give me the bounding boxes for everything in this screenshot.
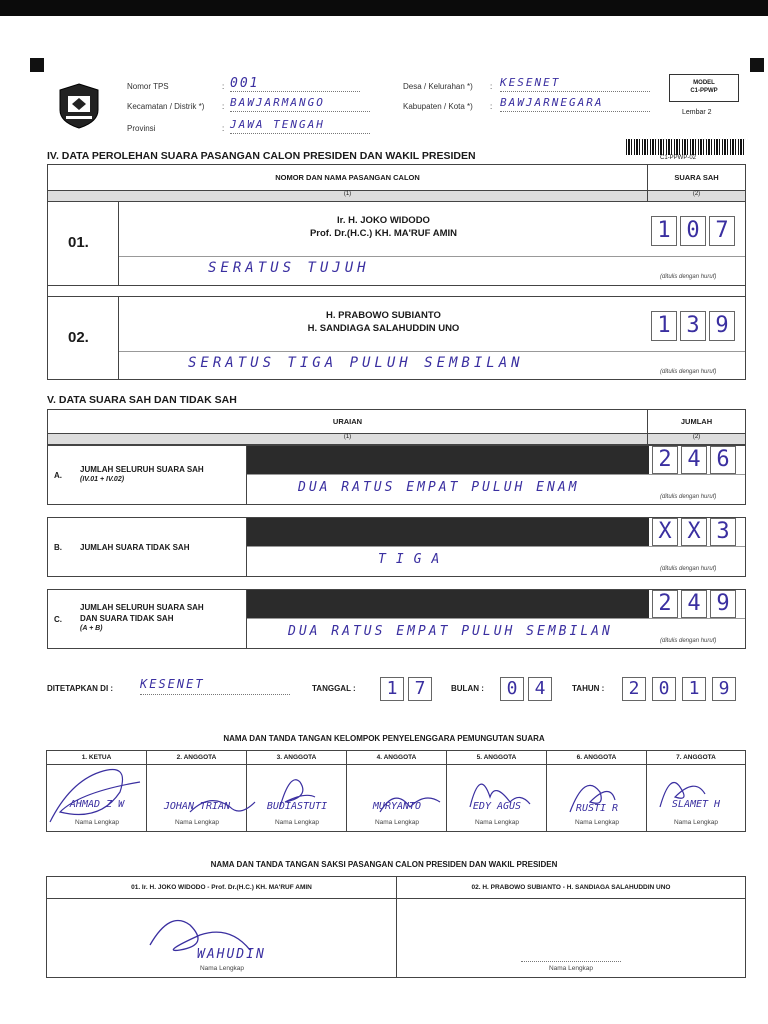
kecamatan-label: Kecamatan / Distrik *) [127,102,205,111]
tanggal-label: TANGGAL : [312,684,356,693]
total-digit: X [681,518,707,546]
total-digit: 9 [710,590,736,618]
nama-lengkap-label: Nama Lengkap [274,819,320,826]
row-c [47,589,746,649]
row-letter: A. [54,471,62,480]
row-letter: C. [54,615,62,624]
written-note: (ditulis dengan huruf) [660,638,717,644]
candidate-president: Ir. H. JOKO WIDODO [337,215,430,226]
total-words: TIGA [378,552,450,567]
candidate-name-2 [119,309,648,335]
colon: : [490,82,493,91]
kpps-name: AHMAD Z W [69,799,125,810]
tanggal-digit: 7 [408,677,432,701]
total-words: DUA RATUS EMPAT PULUH ENAM [298,480,580,495]
written-note: (ditulis dengan huruf) [660,566,717,572]
model-label: MODEL [693,80,715,86]
lembar-label: Lembar 2 [682,109,712,116]
saksi-signature [140,905,260,965]
nama-lengkap-label: Nama Lengkap [74,819,120,826]
tahun-digit: 1 [682,677,706,701]
candidate-name-1 [119,214,648,240]
saksi-header-02: 02. H. PRABOWO SUBIANTO - H. SANDIAGA SALAHUDDIN UNO [397,877,745,899]
model-box [669,74,739,102]
kpps-role: 2. ANGGOTA [147,751,246,765]
kecamatan-value: BAWJARMANGO [230,96,370,112]
row-a [47,445,746,505]
redacted-block [247,590,649,618]
redacted-block [247,518,649,546]
total-words: DUA RATUS EMPAT PULUH SEMBILAN [288,624,613,639]
kpps-signatures [40,752,746,832]
written-note: (ditulis dengan huruf) [660,274,717,280]
colon: : [222,82,225,91]
vote-digit: 3 [680,311,706,341]
kabupaten-value: BAWJARNEGARA [500,96,650,112]
total-digit: 2 [652,446,678,474]
section5-col1-num: (1) [48,434,648,444]
ditetapkan-place: KESENET [140,677,290,695]
desa-value: KESENET [500,76,650,92]
barcode-code: C1-PPWP-02 [660,155,697,161]
kpps-role: 5. ANGGOTA [447,751,546,765]
divider [119,256,745,257]
total-digit: 6 [710,446,736,474]
saksi-cell-02 [397,877,745,977]
section5-col2-num: (2) [648,434,745,444]
kpu-logo-icon [58,82,100,130]
total-digit: 2 [652,590,678,618]
divider [247,546,745,547]
provinsi-value: JAWA TENGAH [230,118,370,134]
candidate-number: 02. [68,329,89,346]
colon: : [222,124,225,133]
candidate-vice: Prof. Dr.(H.C.) KH. MA'RUF AMIN [309,228,458,239]
total-digit: X [652,518,678,546]
kpps-role: 6. ANGGOTA [547,751,646,765]
kpps-role: 1. KETUA [47,751,146,765]
vote-digit: 1 [651,216,677,246]
kpps-role: 7. ANGGOTA [647,751,745,765]
section4-title: IV. DATA PEROLEHAN SUARA PASANGAN CALON PRESIDEN DAN WAKIL PRESIDEN [47,150,476,162]
colon: : [490,102,493,111]
tahun-digit: 2 [622,677,646,701]
section5-col1-header: URAIAN [48,410,648,434]
divider [247,618,745,619]
candidate-row-02 [48,296,745,380]
nama-lengkap-label: Nama Lengkap [574,819,620,826]
section4-col1-num: (1) [48,191,648,202]
section4-col1-header: NOMOR DAN NAMA PASANGAN CALON [48,165,648,191]
kpps-title: NAMA DAN TANDA TANGAN KELOMPOK PENYELENGGARA PEMUNGUTAN SUARA [223,734,545,743]
bulan-digit: 4 [528,677,552,701]
section5-header [47,409,746,445]
written-note: (ditulis dengan huruf) [660,369,717,375]
bulan-digit: 0 [500,677,524,701]
row-sub: (A + B) [80,625,103,632]
row-label-2: DAN SUARA TIDAK SAH [80,614,174,623]
kpps-name: MURYANTO [372,801,422,812]
saksi-title: NAMA DAN TANDA TANGAN SAKSI PASANGAN CALON PRESIDEN DAN WAKIL PRESIDEN [210,860,558,869]
kabupaten-label: Kabupaten / Kota *) [403,102,473,111]
kpps-role: 3. ANGGOTA [247,751,346,765]
row-sub: (IV.01 + IV.02) [80,476,125,483]
vote-digit: 7 [709,216,735,246]
kpps-name: JOHAN TRIAN [163,801,231,812]
vote-digit: 1 [651,311,677,341]
bulan-label: BULAN : [451,684,484,693]
scan-top-bar [0,0,768,16]
section5-title: V. DATA SUARA SAH DAN TIDAK SAH [47,394,237,406]
saksi-name-line [521,961,621,962]
kpps-name: RUSTI R [575,803,619,814]
nama-lengkap-label: Nama Lengkap [199,965,245,972]
tahun-digit: 0 [652,677,676,701]
kpps-name: BUDIASTUTI [266,801,328,812]
section4-table [47,164,746,380]
row-label: JUMLAH SELURUH SUARA SAH [80,603,204,612]
kpps-name: SLAMET H [671,799,721,810]
section5-col2-header: JUMLAH [648,410,745,434]
nomor-tps-label: Nomor TPS [127,82,169,91]
vote-words: SERATUS TUJUH [208,260,370,276]
candidate-vice: H. SANDIAGA SALAHUDDIN UNO [307,323,460,334]
section4-col2-header: SUARA SAH [648,165,745,191]
row-letter: B. [54,543,62,552]
registration-mark-right [750,58,764,72]
vote-digit: 0 [680,216,706,246]
written-note: (ditulis dengan huruf) [660,494,717,500]
nama-lengkap-label: Nama Lengkap [474,819,520,826]
saksi-header-01: 01. Ir. H. JOKO WIDODO - Prof. Dr.(H.C.) KH. MA'RUF AMIN [47,877,396,899]
nama-lengkap-label: Nama Lengkap [673,819,719,826]
candidate-row-01 [48,202,745,286]
section4-col2-num: (2) [648,191,745,202]
saksi-name-01: WAHUDIN [197,947,266,962]
row-label: JUMLAH SELURUH SUARA SAH [80,465,204,474]
nama-lengkap-label: Nama Lengkap [174,819,220,826]
tanggal-digit: 1 [380,677,404,701]
candidate-number: 01. [68,234,89,251]
total-digit: 4 [681,446,707,474]
colon: : [222,102,225,111]
nama-lengkap-label: Nama Lengkap [548,965,594,972]
kpps-name: EDY AGUS [472,801,522,812]
kpps-role: 4. ANGGOTA [347,751,446,765]
ditetapkan-label: DITETAPKAN DI : [47,684,114,693]
total-digit: 4 [681,590,707,618]
total-digit: 3 [710,518,736,546]
redacted-block [247,446,649,474]
nomor-tps-value: 001 [230,76,360,92]
tahun-label: TAHUN : [572,684,605,693]
barcode-icon [626,139,744,155]
row-label: JUMLAH SUARA TIDAK SAH [80,543,190,552]
nama-lengkap-label: Nama Lengkap [374,819,420,826]
divider [119,351,745,352]
vote-words: SERATUS TIGA PULUH SEMBILAN [188,355,524,371]
registration-mark-left [30,58,44,72]
provinsi-label: Provinsi [127,124,156,133]
tahun-digit: 9 [712,677,736,701]
vote-digit: 9 [709,311,735,341]
candidate-president: H. PRABOWO SUBIANTO [326,310,441,321]
desa-label: Desa / Kelurahan *) [403,82,473,91]
model-code: C1-PPWP [690,88,718,94]
divider [247,474,745,475]
row-b [47,517,746,577]
